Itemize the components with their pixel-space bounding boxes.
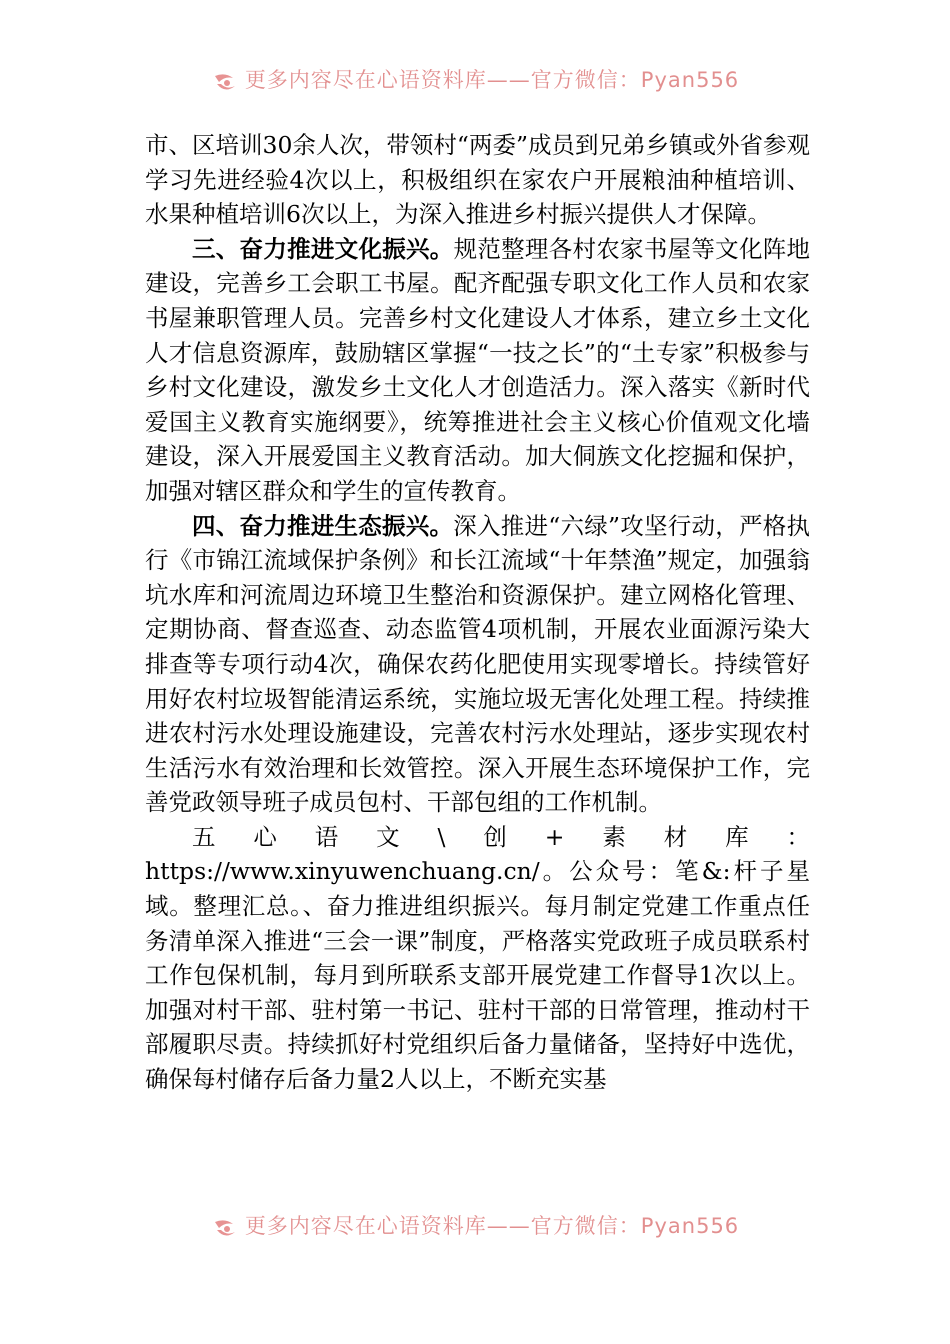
paragraph-continuation bbox=[145, 128, 810, 232]
paragraph-body: 五心语文\创+素材库：https://www.xinyuwenchuang.cn/。公众号：笔&:杆子星域。整理汇总。、奋力推进组织振兴。每月制定党建工作重点任务清单深入推进“三会一课”制度，严格落实党政班子成员联系村工作包保机制，每月到所联系支部开展党建工作督导1次以上。加强对村干部、驻村第一书记、驻村干部的日常管理，推动村干部履职尽责。持续抓好村党组织后备力量储备，坚持好中选优，确保每村储存后备力量2人以上，不断充实基 bbox=[145, 822, 810, 1094]
paragraph-culture bbox=[145, 232, 810, 509]
section-heading-culture: 三、奋力推进文化振兴。 bbox=[192, 234, 454, 263]
watermark-text: 更多内容尽在心语资料库——官方微信：Pyan556 bbox=[244, 1214, 740, 1238]
brand-logo-icon bbox=[211, 1218, 239, 1240]
document-body bbox=[145, 128, 810, 1097]
watermark-text: 更多内容尽在心语资料库——官方微信：Pyan556 bbox=[244, 68, 740, 92]
paragraph-body: 规范整理各村农家书屋等文化阵地建设，完善乡工会职工书屋。配齐配强专职文化工作人员和农家书屋兼职管理人员。完善乡村文化建设人才体系，建立乡土文化人才信息资源库，鼓励辖区掌握“一技之长”的“土专家”积极参与乡村文化建设，激发乡土文化人才创造活力。深入落实《新时代爱国主义教育实施纲要》，统筹推进社会主义核心价值观文化墙建设，深入开展爱国主义教育活动。加大侗族文化挖掘和保护，加强对辖区群众和学生的宣传教育。 bbox=[145, 234, 811, 505]
brand-logo-icon bbox=[211, 72, 239, 94]
paragraph-ecology bbox=[145, 509, 810, 820]
paragraph-body: 市、区培训30余人次，带领村“两委”成员到兄弟乡镇或外省参观学习先进经验4次以上，积极组织在家农户开展粮油种植培训、水果种植培训6次以上，为深入推进乡村振兴提供人才保障。 bbox=[145, 131, 810, 229]
paragraph-organization bbox=[145, 820, 810, 1097]
watermark-top bbox=[0, 50, 950, 94]
watermark-bottom bbox=[0, 1204, 950, 1240]
paragraph-body: 深入推进“六绿”攻坚行动，严格执行《市锦江流域保护条例》和长江流域“十年禁渔”规定，加强翁坑水库和河流周边环境卫生整治和资源保护。建立网格化管理、定期协商、督查巡查、动态监管4项机制，开展农业面源污染大排查等专项行动4次，确保农药化肥使用实现零增长。持续管好用好农村垃圾智能清运系统，实施垃圾无害化处理工程。持续推进农村污水处理设施建设，完善农村污水处理站，逐步实现农村生活污水有效治理和长效管控。深入开展生态环境保护工作，完善党政领导班子成员包村、干部包组的工作机制。 bbox=[145, 511, 811, 817]
section-heading-ecology: 四、奋力推进生态振兴。 bbox=[192, 511, 454, 540]
